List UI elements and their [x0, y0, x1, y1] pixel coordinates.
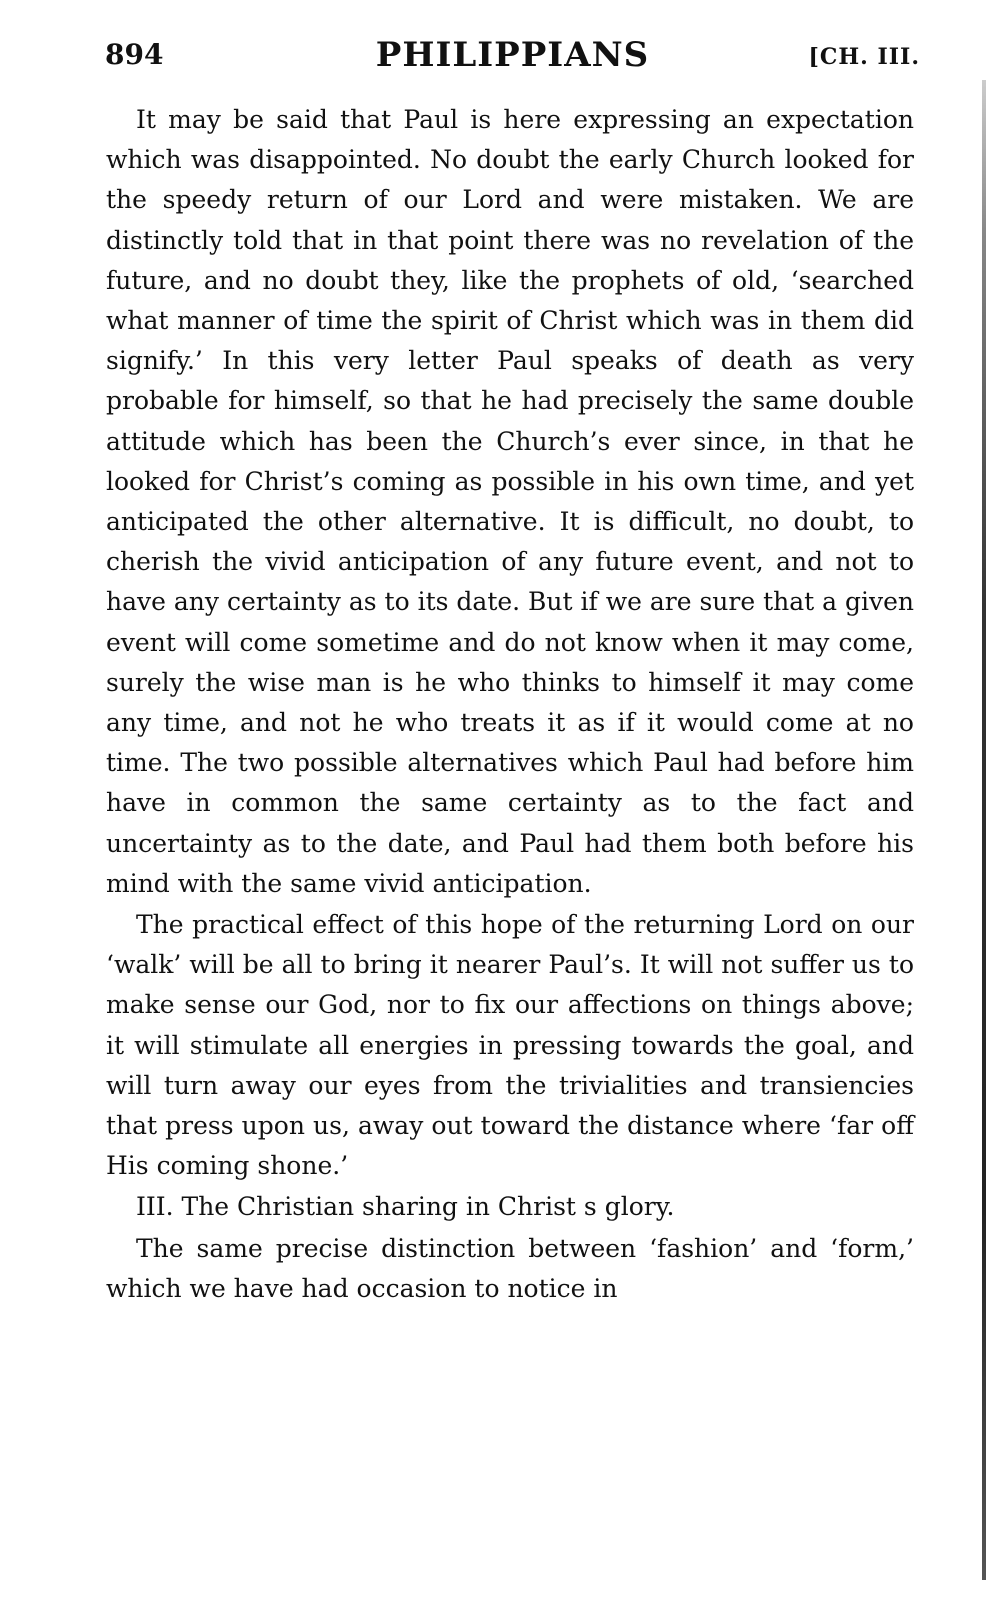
page-number: 894	[105, 38, 164, 71]
paragraph: The practical effect of this hope of the returning Lord on our ‘walk’ will be all to bring it nearer Paul’s. It will not suffer us to make sense our God, nor to fix our affections on things above; it will stimulate all energies in pressing towards the goal, and will turn away our eyes from the trivialities and transiencies that press upon us, away out toward the distance where ‘far off His coming shone.’	[106, 910, 914, 1181]
section-heading: III. The Christian sharing in Christ s glory.	[136, 1192, 675, 1222]
chapter-reference: [CH. III.	[808, 44, 920, 70]
body-text	[106, 100, 914, 1310]
running-title: PHILIPPIANS	[375, 35, 650, 75]
page-binding-edge	[982, 80, 986, 1580]
page-header	[105, 30, 920, 80]
paragraph: It may be said that Paul is here expressing an expectation which was disappointed. No doubt the early Church looked for the speedy return of our Lord and were mistaken. We are distinctly told that in that point there was no revelation of the future, and no doubt they, like the prophets of old, ‘searched what manner of time the spirit of Christ which was in them did signify.’ In this very letter Paul speaks of death as very probable for himself, so that he had precisely the same double attitude which has been the Church’s ever since, in that he looked for Christ’s coming as possible in his own time, and yet anticipated the other alternative. It is difficult, no doubt, to cherish the vivid anticipation of any future event, and not to have any certainty as to its date. But if we are sure that a given event will come sometime and do not know when it may come, surely the wise man is he who thinks to himself it may come any time, and not he who treats it as if it would come at no time. The two possible alternatives which Paul had before him have in common the same certainty as to the fact and uncertainty as to the date, and Paul had them both before his mind with the same vivid anticipation.	[106, 105, 914, 898]
paragraph: The same precise distinction between ‘fashion’ and ‘form,’ which we have had occasion to notice in	[106, 1233, 914, 1303]
